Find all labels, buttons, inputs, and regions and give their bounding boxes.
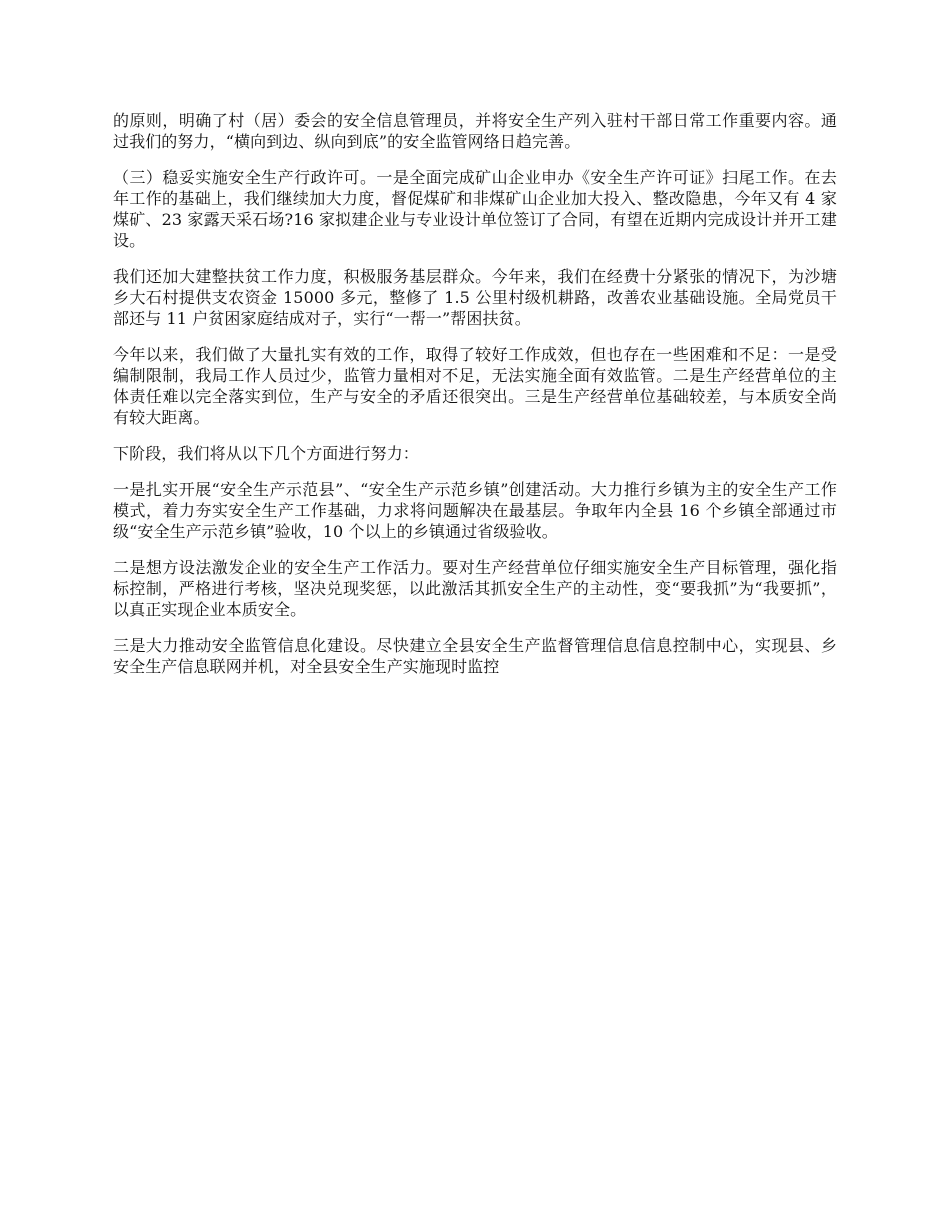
paragraph-8: 三是大力推动安全监管信息化建设。尽快建立全县安全生产监督管理信息信息控制中心，实现县、乡安全生产信息联网并机，对全县安全生产实施现时监控 — [113, 636, 837, 676]
paragraph-5: 下阶段，我们将从以下几个方面进行努力： — [113, 444, 419, 463]
paragraph-2: （三）稳妥实施安全生产行政许可。一是全面完成矿山企业申办《安全生产许可证》扫尾工作。在去年工作的基础上，我们继续加大力度，督促煤矿和非煤矿山企业加大投入、整改隐患，今年又有 4 家煤矿、23 家露天采石场?16 家拟建企业与专业设计单位签订了合同，有望在近期内完成设计并开工建设。 — [113, 168, 837, 250]
paragraph-3: 我们还加大建整扶贫工作力度，积极服务基层群众。今年来，我们在经费十分紧张的情况下，为沙塘乡大石村提供支农资金 15000 多元，整修了 1.5 公里村级机耕路，改善农业基础设施。全局党员干部还与 11 户贫困家庭结成对子，实行“一帮一”帮困扶贫。 — [113, 267, 837, 328]
paragraph-6: 一是扎实开展“安全生产示范县”、“安全生产示范乡镇”创建活动。大力推行乡镇为主的安全生产工作模式，着力夯实安全生产工作基础，力求将问题解决在最基层。争取年内全县 16 个乡镇全部通过市级“安全生产示范乡镇”验收，10 个以上的乡镇通过省级验收。 — [113, 480, 837, 541]
document-body — [113, 110, 837, 692]
paragraph-4: 今年以来，我们做了大量扎实有效的工作，取得了较好工作成效，但也存在一些困难和不足：一是受编制限制，我局工作人员过少，监管力量相对不足，无法实施全面有效监管。二是生产经营单位的主体责任难以完全落实到位，生产与安全的矛盾还很突出。三是生产经营单位基础较差，与本质安全尚有较大距离。 — [113, 345, 837, 427]
paragraph-1: 的原则，明确了村（居）委会的安全信息管理员，并将安全生产列入驻村干部日常工作重要内容。通过我们的努力，“横向到边、纵向到底”的安全监管网络日趋完善。 — [113, 111, 837, 151]
paragraph-7: 二是想方设法激发企业的安全生产工作活力。要对生产经营单位仔细实施安全生产目标管理，强化指标控制，严格进行考核，坚决兑现奖惩，以此激活其抓安全生产的主动性，变“要我抓”为“我要抓”，以真正实现企业本质安全。 — [113, 558, 837, 619]
